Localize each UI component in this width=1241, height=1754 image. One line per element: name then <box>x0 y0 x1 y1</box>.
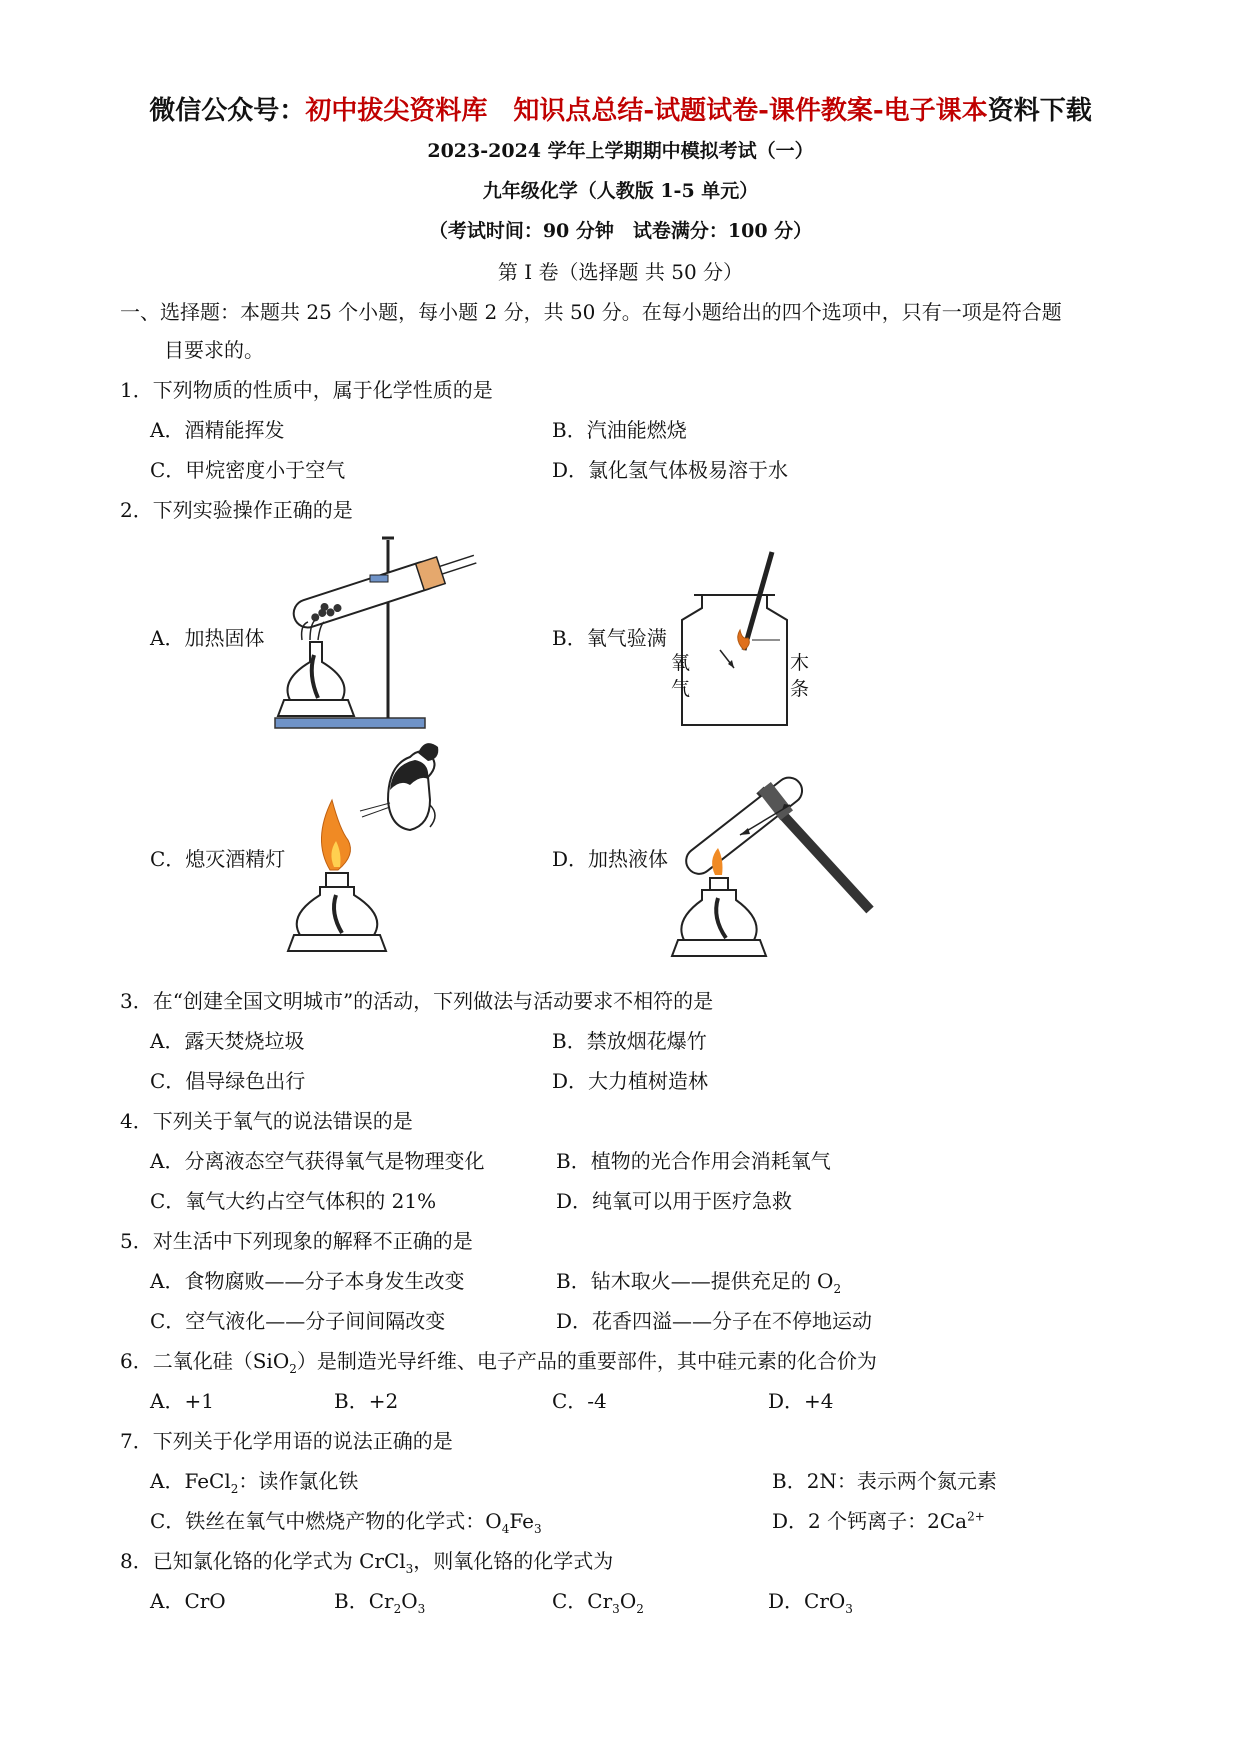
q5-option-a: A．食物腐败——分子本身发生改变 <box>150 1269 465 1293</box>
q6-option-d: D．+4 <box>768 1389 834 1413</box>
q6-stem: 6．二氧化硅（SiO$_2$）是制造光导纤维、电子产品的重要部件，其中硅元素的化合价为 <box>120 1349 877 1376</box>
q7-option-d: D．2 个钙离子：$2Ca^{2+}$ <box>772 1509 985 1533</box>
q8-option-c: C．$Cr_3O_2$ <box>552 1589 644 1616</box>
banner-prefix: 微信公众号： <box>149 96 306 126</box>
blowing-out-lamp-illustration <box>290 745 450 960</box>
q5-option-b: B．钻木取火——提供充足的 $O_2$ <box>556 1269 842 1296</box>
q4-option-a: A．分离液态空气获得氧气是物理变化 <box>150 1149 485 1173</box>
q2-option-b: B．氧气验满 <box>552 626 667 650</box>
q8-option-d: D．CrO$_3$ <box>768 1589 853 1616</box>
q3-option-b: B．禁放烟花爆竹 <box>552 1029 707 1053</box>
q3-option-a: A．露天焚烧垃圾 <box>150 1029 305 1053</box>
banner-suffix: 资料下载 <box>987 96 1092 126</box>
wood-label-1: 木 <box>790 652 810 674</box>
q8-stem: 8．已知氯化铬的化学式为 CrCl$_3$，则氧化铬的化学式为 <box>120 1549 614 1576</box>
q2-option-a: A．加热固体 <box>150 626 265 650</box>
banner-highlight: 初中拔尖资料库 知识点总结-试题试卷-课件教案-电子课本 <box>305 96 988 126</box>
q7-option-b: B．2N：表示两个氮元素 <box>772 1469 997 1493</box>
q4-option-c: C．氧气大约占空气体积的 21% <box>150 1189 437 1213</box>
q2-option-d: D．加热液体 <box>552 847 669 871</box>
q4-option-d: D．纯氧可以用于医疗急救 <box>556 1189 793 1213</box>
q6-option-b: B．+2 <box>334 1389 399 1413</box>
exam-title: 2023-2024 学年上学期期中模拟考试（一） <box>427 140 814 162</box>
heating-liquid-illustration <box>670 750 880 960</box>
q3-option-d: D．大力植树造林 <box>552 1069 709 1093</box>
q2-stem: 2．下列实验操作正确的是 <box>120 498 353 522</box>
exam-subtitle: 九年级化学（人教版 1-5 单元） <box>482 180 759 202</box>
q4-option-b: B．植物的光合作用会消耗氧气 <box>556 1149 831 1173</box>
banner <box>0 90 1241 127</box>
exam-info: （考试时间：90 分钟 试卷满分：100 分） <box>428 220 813 242</box>
q7-option-a: A．FeCl$_2$：读作氯化铁 <box>150 1469 359 1496</box>
heating-solid-illustration <box>270 530 490 730</box>
q4-stem: 4．下列关于氧气的说法错误的是 <box>120 1109 413 1133</box>
q1-option-a: A．酒精能挥发 <box>150 418 285 442</box>
q5-option-c: C．空气液化——分子间间隔改变 <box>150 1309 446 1333</box>
q3-stem: 3．在“创建全国文明城市”的活动，下列做法与活动要求不相符的是 <box>120 989 714 1013</box>
q3-option-c: C．倡导绿色出行 <box>150 1069 306 1093</box>
q5-option-d: D．花香四溢——分子在不停地运动 <box>556 1309 873 1333</box>
q1-stem: 1．下列物质的性质中，属于化学性质的是 <box>120 378 493 402</box>
q6-option-c: C．-4 <box>552 1389 607 1413</box>
oxygen-label-2: 气 <box>671 678 691 700</box>
q7-option-c: C．铁丝在氧气中燃烧产物的化学式：$O_4Fe_3$ <box>150 1509 542 1536</box>
q5-stem: 5．对生活中下列现象的解释不正确的是 <box>120 1229 473 1253</box>
q1-option-c: C．甲烷密度小于空气 <box>150 458 346 482</box>
wood-label-2: 条 <box>790 678 810 700</box>
q8-option-a: A．CrO <box>150 1589 226 1613</box>
section-intro-line1: 一、选择题：本题共 25 个小题，每小题 2 分，共 50 分。在每小题给出的四个选项中，只有一项是符合题 <box>120 300 1062 324</box>
oxygen-test-illustration <box>672 540 822 740</box>
q2-option-c: C．熄灭酒精灯 <box>150 847 286 871</box>
section-intro-line2: 目要求的。 <box>164 338 264 362</box>
q1-option-d: D．氯化氢气体极易溶于水 <box>552 458 789 482</box>
part-heading: 第 I 卷（选择题 共 50 分） <box>497 260 744 284</box>
oxygen-label-1: 氧 <box>671 652 691 674</box>
q7-stem: 7．下列关于化学用语的说法正确的是 <box>120 1429 453 1453</box>
q6-option-a: A．+1 <box>150 1389 214 1413</box>
q1-option-b: B．汽油能燃烧 <box>552 418 687 442</box>
q8-option-b: B．$Cr_2O_3$ <box>334 1589 426 1616</box>
